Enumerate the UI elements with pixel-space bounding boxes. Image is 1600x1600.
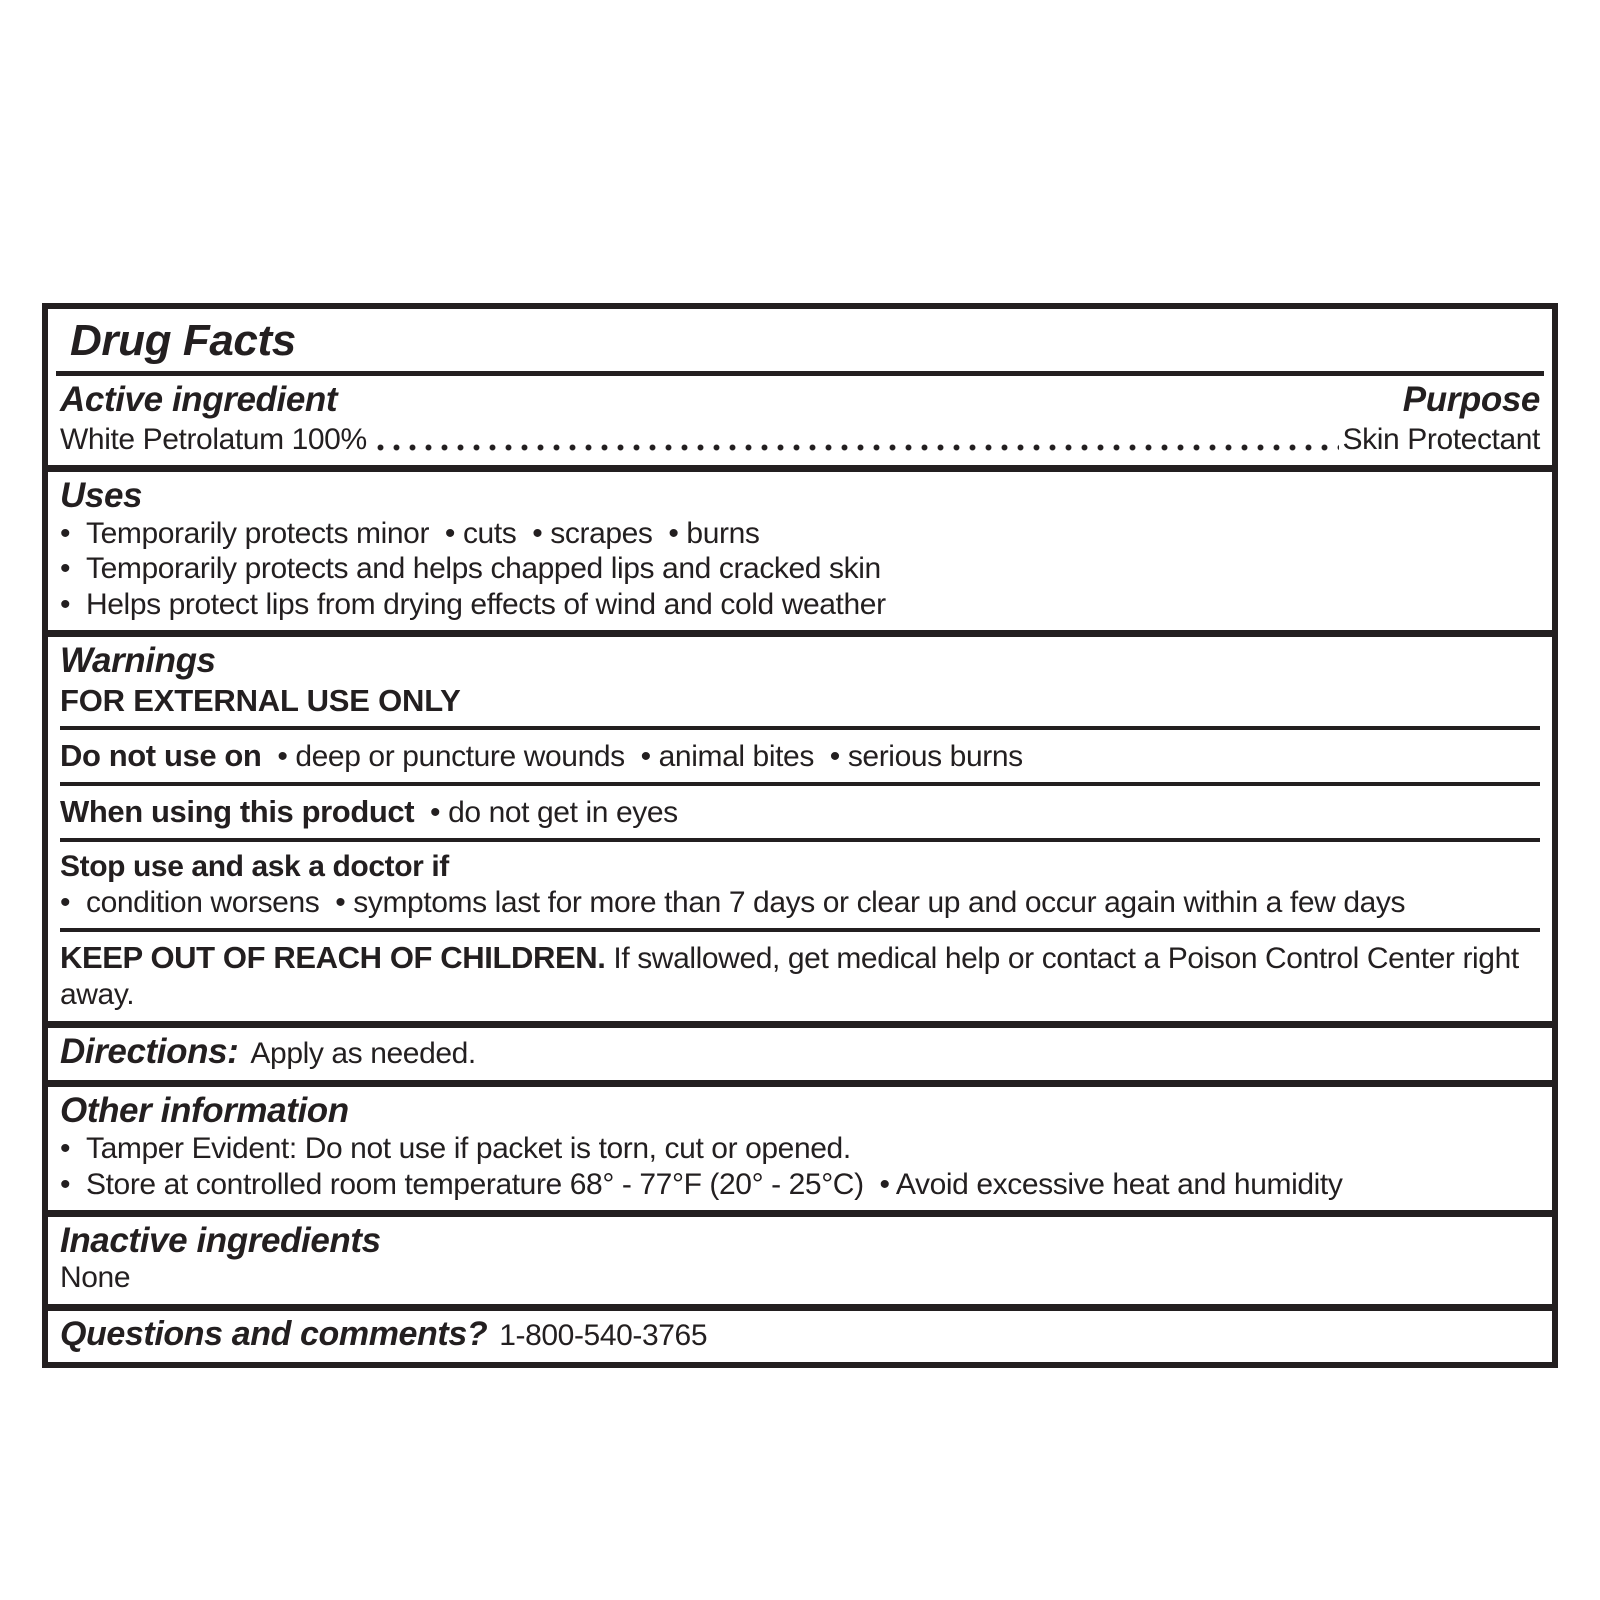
when-using-row <box>60 793 1540 831</box>
when-using-lead: When using this product <box>60 794 415 830</box>
stop-use-lead: Stop use and ask a doctor if <box>60 850 449 884</box>
section-divider <box>48 1304 1552 1311</box>
keep-out-text: If swallowed, get medical help or contact a Poison Control Center right away. <box>60 941 1519 1011</box>
dot-leader <box>377 444 1339 451</box>
external-use-text: FOR EXTERNAL USE ONLY <box>60 683 461 719</box>
purpose-value: Skin Protectant <box>1342 422 1540 456</box>
warnings-heading: Warnings <box>60 641 216 681</box>
stop-use-item <box>60 885 1540 920</box>
section-divider <box>48 1210 1552 1217</box>
bullet-icon: • <box>60 886 71 920</box>
other-information-heading: Other information <box>60 1090 349 1130</box>
list-item-text: Temporarily protects and helps chapped lips and cracked skin <box>86 552 881 586</box>
sub-rule <box>60 782 1540 786</box>
do-not-use-text: • deep or puncture wounds • animal bites • serious burns <box>269 740 1023 774</box>
stop-use-block <box>60 849 1540 920</box>
uses-list <box>60 516 1540 622</box>
active-ingredient-heading: Active ingredient <box>60 380 338 420</box>
drug-facts-label <box>42 303 1558 1368</box>
keep-out-row <box>60 939 1540 1013</box>
uses-section <box>48 472 1552 630</box>
section-divider <box>48 1021 1552 1028</box>
stop-use-text: condition worsens • symptoms last for more than 7 days or clear up and occur again within a few days <box>86 886 1406 920</box>
purpose-heading: Purpose <box>1402 380 1540 420</box>
do-not-use-lead: Do not use on <box>60 738 262 774</box>
directions-section <box>48 1028 1552 1080</box>
do-not-use-row <box>60 737 1540 775</box>
bullet-icon: • <box>60 552 71 586</box>
bullet-icon: • <box>60 1132 71 1166</box>
page-title: Drug Facts <box>70 316 296 365</box>
section-divider <box>48 630 1552 637</box>
sub-rule <box>60 726 1540 730</box>
list-item <box>60 587 1540 622</box>
list-item-text: Store at controlled room temperature 68° - 77°F (20° - 25°C) • Avoid excessive heat and humidity <box>86 1167 1343 1201</box>
bullet-icon: • <box>60 1167 71 1201</box>
section-divider <box>48 465 1552 472</box>
ingredient-name: White Petrolatum 100% <box>60 422 367 456</box>
other-information-list <box>60 1131 1540 1202</box>
other-information-section <box>48 1087 1552 1210</box>
list-item <box>60 1167 1540 1202</box>
directions-heading: Directions: <box>60 1031 239 1071</box>
list-item-text: Temporarily protects minor • cuts • scrapes • burns <box>86 516 760 550</box>
keep-out-lead: KEEP OUT OF REACH OF CHILDREN. <box>60 939 606 975</box>
sub-rule <box>60 838 1540 842</box>
questions-section <box>48 1311 1552 1362</box>
list-item-text: Helps protect lips from drying effects of wind and cold weather <box>86 587 886 621</box>
list-item <box>60 1131 1540 1166</box>
list-item <box>60 551 1540 586</box>
title-section <box>48 309 1552 369</box>
ingredient-row <box>60 423 1540 457</box>
warnings-section <box>48 637 1552 1021</box>
sub-rule <box>60 928 1540 932</box>
bullet-icon: • <box>60 587 71 621</box>
questions-phone: 1-800-540-3765 <box>499 1318 708 1352</box>
inactive-ingredients-heading: Inactive ingredients <box>60 1220 381 1260</box>
directions-text: Apply as needed. <box>250 1036 476 1070</box>
bullet-icon: • <box>60 516 71 550</box>
list-item <box>60 516 1540 551</box>
section-divider <box>48 1080 1552 1087</box>
questions-heading: Questions and comments? <box>60 1314 488 1353</box>
list-item-text: Tamper Evident: Do not use if packet is torn, cut or opened. <box>86 1132 851 1166</box>
when-using-text: • do not get in eyes <box>422 796 678 830</box>
active-ingredient-section <box>48 376 1552 464</box>
inactive-ingredients-text: None <box>60 1261 131 1295</box>
uses-heading: Uses <box>60 475 143 515</box>
inactive-ingredients-section <box>48 1217 1552 1304</box>
